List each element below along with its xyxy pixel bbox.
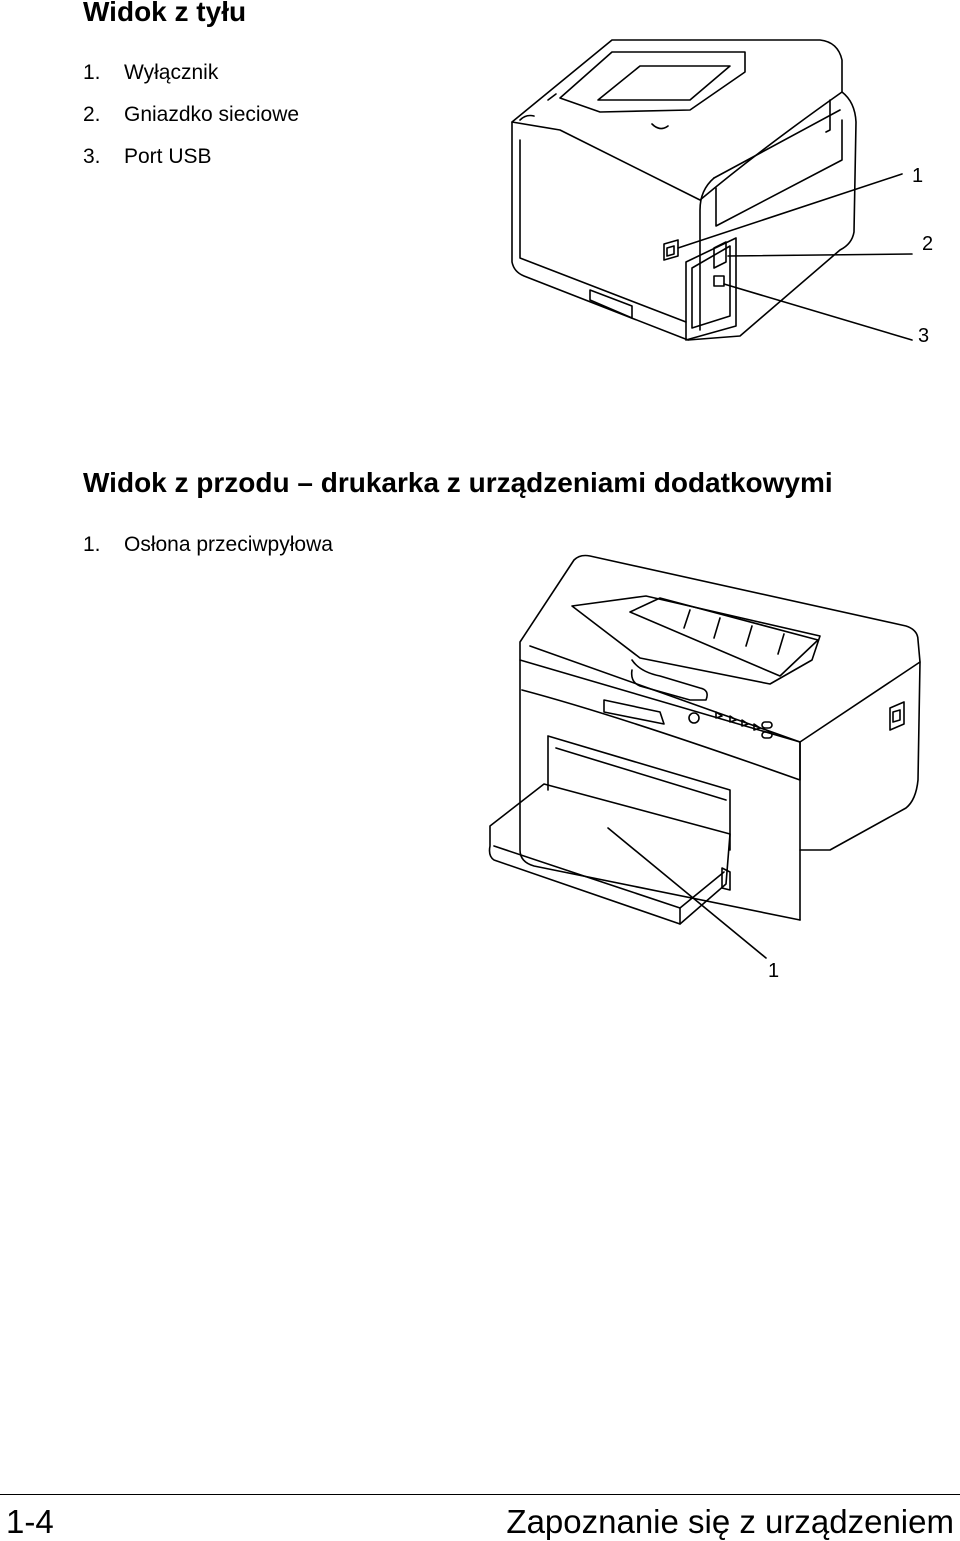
front-view-heading: Widok z przodu – drukarka z urządzeniami dodatkowymi: [83, 467, 833, 498]
legend-item: 2. Gniazdko sieciowe: [83, 103, 300, 126]
legend-item: 3. Port USB: [83, 145, 212, 168]
callout-rear-2: 2: [922, 233, 934, 255]
legend-item: 1. Wyłącznik: [83, 61, 219, 84]
page-number: 1-4: [6, 1503, 54, 1540]
footer-rule: [0, 1494, 960, 1495]
callout-rear-3: 3: [918, 325, 930, 347]
rear-printer-drawing: [512, 40, 856, 340]
rear-view-heading: Widok z tyłu: [83, 0, 247, 27]
callout-rear-1: 1: [912, 165, 924, 187]
callout-front-1: 1: [768, 960, 780, 982]
front-printer-drawing: [490, 556, 921, 925]
chapter-title: Zapoznanie się z urządzeniem: [506, 1503, 954, 1540]
legend-item: 1. Osłona przeciwpyłowa: [83, 533, 333, 556]
